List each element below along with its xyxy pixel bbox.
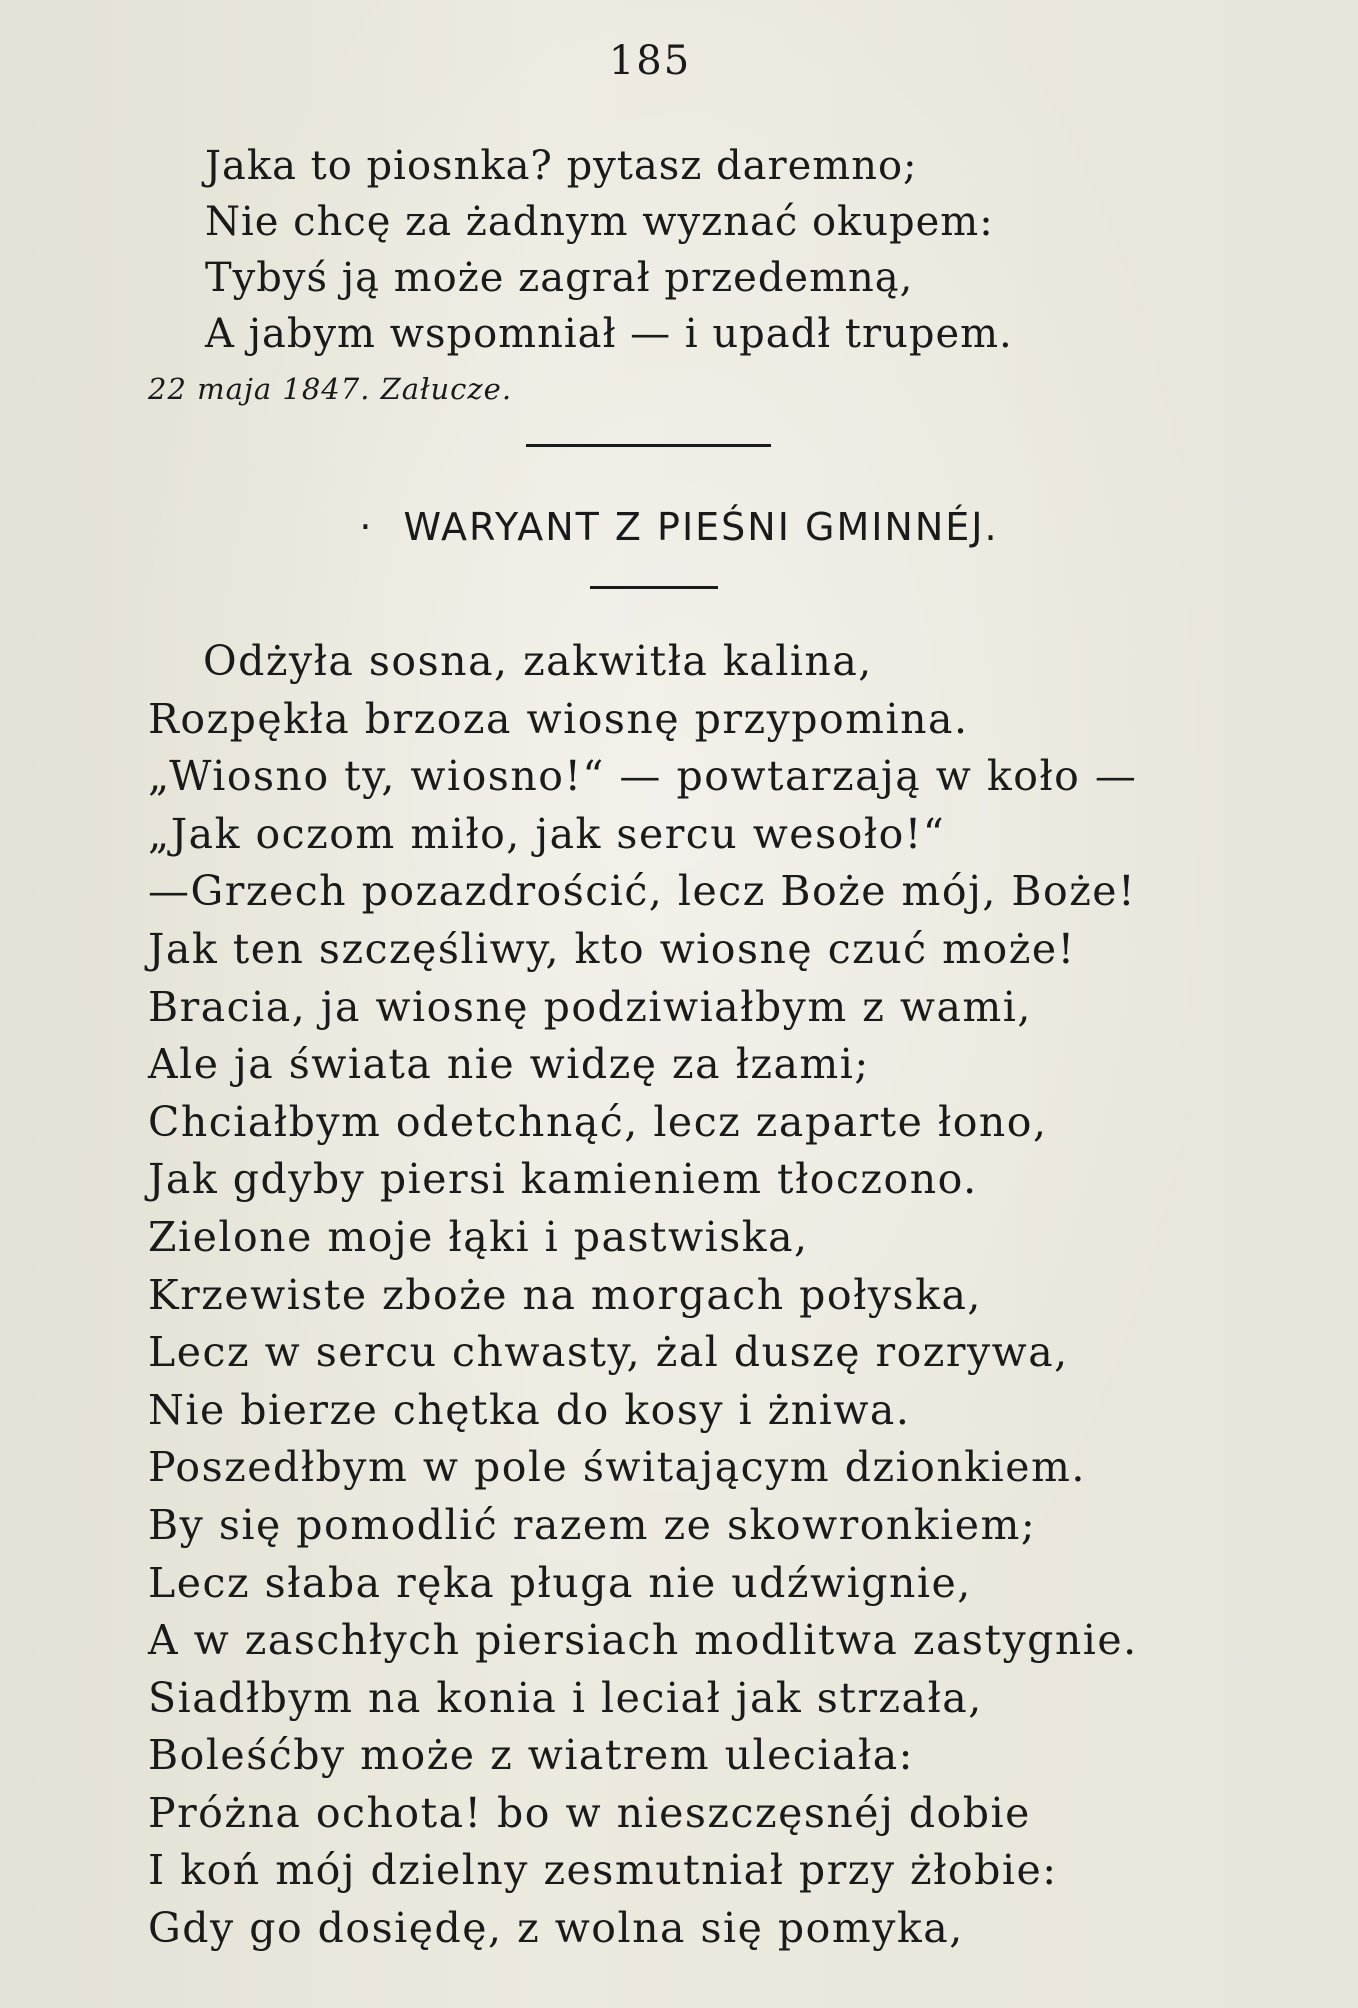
date-signature: 22 maja 1847. Załucze.	[148, 372, 513, 406]
section-title-text: WARYANT Z PIEŚNI GMINNÉJ.	[403, 505, 999, 549]
verse-line: —Grzech pozazdrościć, lecz Boże mój, Boże!	[148, 867, 1137, 916]
page-number: 185	[608, 38, 692, 84]
opening-stanza	[205, 138, 1013, 362]
verse-line: Nie bierze chętka do kosy i żniwa.	[148, 1385, 911, 1434]
verse-line: Ale ja świata nie widzę za łzami;	[148, 1040, 870, 1089]
verse-line: I koń mój dzielny zesmutniał przy żłobie:	[148, 1846, 1058, 1895]
verse-line: Siadłbym na konia i leciał jak strzała,	[148, 1673, 983, 1722]
verse-line: Nie chcę za żadnym wyznać okupem:	[205, 199, 994, 245]
verse-line: Gdy go dosiędę, z wolna się pomyka,	[148, 1904, 964, 1953]
verse-line: Boleśćby może z wiatrem uleciała:	[148, 1731, 914, 1780]
verse-line: Bracia, ja wiosnę podziwiałbym z wami,	[148, 982, 1032, 1031]
section-title	[0, 505, 1358, 549]
verse-line: Jak ten szczęśliwy, kto wiosnę czuć może!	[148, 924, 1076, 973]
verse-line: Próżna ochota! bo w nieszczęsnéj dobie	[148, 1788, 1031, 1837]
section-divider-top	[526, 444, 771, 447]
verse-line: Krzewiste zboże na morgach połyska,	[148, 1270, 982, 1319]
verse-line: Rozpękła brzoza wiosnę przypomina.	[148, 694, 969, 743]
verse-line: Jaka to piosnka? pytasz daremno;	[205, 143, 918, 189]
verse-line: Chciałbym odetchnąć, lecz zaparte łono,	[148, 1097, 1048, 1146]
verse-line: Jak gdyby piersi kamieniem tłoczono.	[148, 1155, 978, 1204]
title-bullet: ·	[359, 505, 374, 549]
section-divider-bottom	[590, 586, 718, 589]
verse-line: „Wiosno ty, wiosno!“ — powtarzają w koło —	[148, 752, 1138, 801]
verse-line: A w zaschłych piersiach modlitwa zastygnie.	[148, 1616, 1138, 1665]
verse-line: Poszedłbym w pole świtającym dzionkiem.	[148, 1443, 1086, 1492]
verse-line: A jabym wspomniał — i upadł trupem.	[205, 311, 1013, 357]
verse-line: Lecz słaba ręka pługa nie udźwignie,	[148, 1558, 972, 1607]
verse-line: By się pomodlić razem ze skowronkiem;	[148, 1500, 1037, 1549]
verse-line: „Jak oczom miło, jak sercu wesoło!“	[148, 809, 946, 858]
verse-line: Tybyś ją może zagrał przedemną,	[205, 255, 914, 301]
verse-line: Lecz w sercu chwasty, żal duszę rozrywa,	[148, 1328, 1069, 1377]
verse-line: Zielone moje łąki i pastwiska,	[148, 1212, 809, 1261]
verse-line: Odżyła sosna, zakwitła kalina,	[203, 637, 873, 685]
poem-body	[148, 633, 1138, 1958]
